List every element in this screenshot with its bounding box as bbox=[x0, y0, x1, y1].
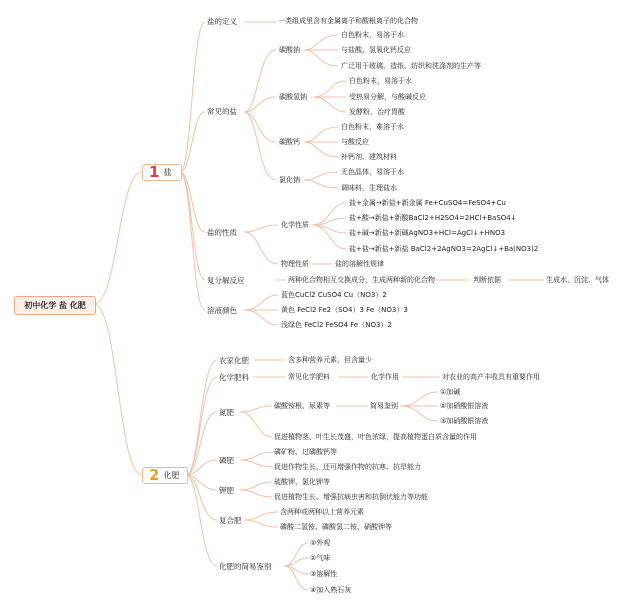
potassium-item: 促进植物生长、增强抗病虫害和抗倒伏能力等功能 bbox=[274, 493, 428, 501]
compound-item: 含两种或两种以上营养元素 bbox=[280, 508, 364, 516]
identification-item: ②加硝酸银溶液 bbox=[440, 402, 489, 410]
salt-definition-label[interactable]: 盐的定义 bbox=[207, 17, 237, 26]
branch-number: 2 bbox=[149, 466, 160, 484]
phosphorus-item: 磷矿粉、过磷酸钙等 bbox=[274, 448, 337, 456]
sodium-bicarbonate-item: 发酵粉、治疗胃酸 bbox=[349, 108, 405, 116]
physical-properties-label[interactable]: 物理性质 bbox=[281, 260, 309, 268]
sodium-chloride-item: 无色晶体，易溶于水 bbox=[341, 168, 404, 176]
chemical-fertilizer-label[interactable]: 化学肥料 bbox=[219, 373, 249, 382]
branch-number: 1 bbox=[149, 163, 160, 181]
salt-definition-text: 一类组成里含有金属离子和酸根离子的化合物 bbox=[278, 17, 418, 25]
calcium-carbonate-item: 补钙剂、建筑材料 bbox=[341, 153, 397, 161]
compound-item: 磷酸二氢铵、磷酸氢二铵、硝酸钾等 bbox=[280, 523, 392, 531]
identification-item: ①加碱 bbox=[440, 388, 461, 396]
salt-properties-label[interactable]: 盐的性质 bbox=[207, 228, 237, 237]
common-salts-label[interactable]: 常见的盐 bbox=[207, 107, 237, 116]
sodium-carbonate-item: 广泛用于玻璃、造纸、纺织和洗涤剂的生产等 bbox=[341, 62, 481, 70]
potassium-item: 硫酸钾、氯化钾等 bbox=[274, 478, 330, 486]
fertilizer-identification-label[interactable]: 化肥的简易鉴别 bbox=[219, 562, 272, 571]
farm-fertilizer-label[interactable]: 农家化肥 bbox=[219, 356, 249, 365]
branch-label: 化肥 bbox=[163, 471, 180, 480]
calcium-carbonate-label[interactable]: 碳酸钙 bbox=[279, 138, 300, 146]
sodium-carbonate-label[interactable]: 碳酸钠 bbox=[279, 46, 300, 54]
judgement-basis-text: 生成水、沉淀、气体 bbox=[546, 276, 609, 284]
chemical-properties-label[interactable]: 化学性质 bbox=[281, 221, 309, 229]
judgement-basis-label[interactable]: 判断依据 bbox=[473, 276, 501, 284]
solution-color-item: 蓝色CuCl2 CuSO4 Cu（NO3）2 bbox=[281, 291, 387, 299]
chemical-property-item: 盐+酸→新盐+新酸BaCl2+H2SO4=2HCl+BaSO4↓ bbox=[349, 214, 517, 222]
farm-fertilizer-text: 含多种营养元素，但含量少 bbox=[288, 356, 372, 364]
calcium-carbonate-item: 白色粉末，难溶于水 bbox=[341, 123, 404, 131]
solution-color-item: 黄色 FeCl2 Fe2（SO4）3 Fe（NO3）3 bbox=[281, 306, 408, 314]
branch-fertilizer[interactable] bbox=[142, 467, 188, 484]
phosphorus-item: 促进作物生长，还可增强作物的抗寒、抗旱能力 bbox=[274, 463, 421, 471]
branch-label: 盐 bbox=[163, 168, 172, 177]
solution-color-item: 浅绿色 FeCl2 FeSO4 Fe（NO3）2 bbox=[281, 321, 392, 329]
chemical-property-item: 盐+金属→新盐+新金属 Fe+CuSO4=FeSO4+Cu bbox=[349, 199, 506, 207]
sodium-bicarbonate-item: 白色粉末，易溶于水 bbox=[349, 77, 412, 85]
fertilizer-identification-item: ②气味 bbox=[310, 554, 331, 562]
compound-fertilizer-label[interactable]: 复合肥 bbox=[219, 516, 242, 525]
fertilizer-identification-item: ①外观 bbox=[310, 539, 331, 547]
sodium-bicarbonate-label[interactable]: 碳酸氢钠 bbox=[279, 93, 307, 101]
fertilizer-identification-item: ④加入熟石灰 bbox=[310, 586, 352, 594]
double-decomposition-text: 两种化合物相互交换成分，生成两种新的化合物 bbox=[288, 276, 435, 284]
branch-salt[interactable] bbox=[142, 164, 182, 181]
sodium-carbonate-item: 白色粉末，易溶于水 bbox=[341, 31, 404, 39]
common-chemical-fertilizer-label[interactable]: 常见化学肥料 bbox=[288, 373, 330, 381]
chemical-effect-label[interactable]: 化学作用 bbox=[371, 373, 399, 381]
chemical-property-item: 盐+碱→新盐+新碱AgNO3+HCl=AgCl↓+HNO3 bbox=[349, 229, 506, 237]
potassium-fertilizer-label[interactable]: 钾肥 bbox=[219, 486, 234, 495]
sodium-chloride-label[interactable]: 氯化钠 bbox=[279, 176, 300, 184]
chemical-property-item: 盐+盐→新盐+新盐 BaCl2+2AgNO3=2AgCl↓+Ba(NO3)2 bbox=[349, 245, 539, 253]
phosphorus-fertilizer-label[interactable]: 磷肥 bbox=[219, 456, 234, 465]
sodium-chloride-item: 调味料，生理盐水 bbox=[341, 184, 397, 192]
nitrogen-function-text: 促进植物茎、叶生长茂盛，叶色浓绿，提高植物蛋白质含量的作用 bbox=[274, 433, 477, 441]
calcium-carbonate-item: 与酸反应 bbox=[341, 138, 369, 146]
sodium-carbonate-item: 与盐酸、氢氧化钙反应 bbox=[341, 46, 411, 54]
simple-identification-label[interactable]: 简易鉴别 bbox=[370, 402, 398, 410]
physical-properties-text: 盐的溶解性规律 bbox=[335, 260, 384, 268]
identification-item: ③加硝酸银溶液 bbox=[440, 417, 489, 425]
solution-colors-label[interactable]: 溶液颜色 bbox=[207, 306, 237, 315]
double-decomposition-label[interactable]: 复分解反应 bbox=[207, 276, 245, 285]
fertilizer-identification-item: ③溶解性 bbox=[310, 570, 338, 578]
sodium-bicarbonate-item: 受热易分解，与酸碱反应 bbox=[349, 93, 426, 101]
nitrogen-fertilizer-label[interactable]: 氮肥 bbox=[219, 408, 234, 417]
chemical-effect-text: 对农业的高产丰收具有重要作用 bbox=[442, 373, 540, 381]
root-topic[interactable]: 初中化学 盐 化肥 bbox=[14, 296, 96, 315]
nitrogen-types-text: 碳酸铵根、尿素等 bbox=[274, 402, 330, 410]
